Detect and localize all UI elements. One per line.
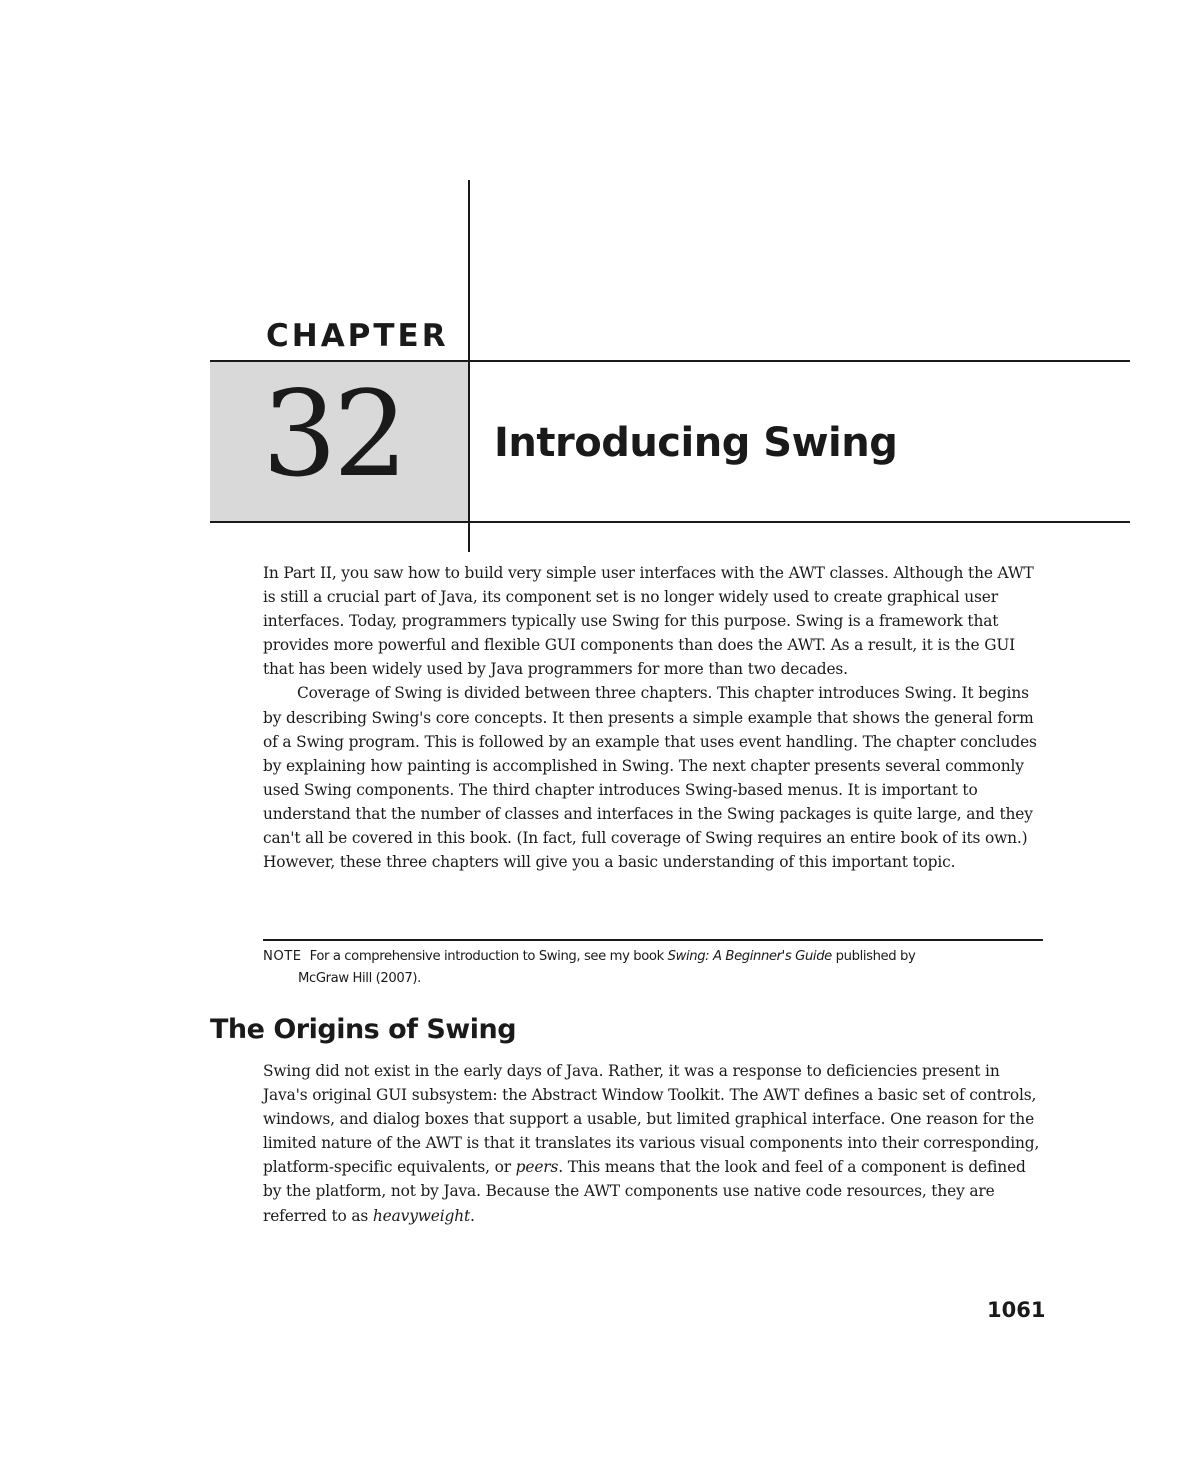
header-bottom-rule (210, 521, 1130, 523)
origins-term-peers: peers (515, 1158, 559, 1177)
origins-text (263, 1059, 1045, 1228)
note-label: NOTE (263, 949, 302, 964)
note-book-title: Swing: A Beginner's Guide (667, 949, 832, 964)
origins-paragraph (263, 1059, 1045, 1228)
note-box (263, 939, 1043, 990)
page-number: 1061 (987, 1298, 1046, 1322)
intro-paragraph-2: Coverage of Swing is divided between three chapters. This chapter introduces Swing. It begins by describing Swing's core concepts. It then presents a simple example that shows the general form of a Swing program. This is followed by an example that uses event handling. The chapter concludes by explaining how painting is accomplished in Swing. The next chapter presents several commonly used Swing components. The third chapter introduces Swing-based menus. It is important to understand that the number of classes and interfaces in the Swing packages is quite large, and they can't all be covered in this book. (In fact, full coverage of Swing requires an entire book of its own.) However, these three chapters will give you a basic understanding of this important topic. (263, 684, 1037, 872)
intro-text (263, 561, 1045, 874)
chapter-title: Introducing Swing (494, 420, 898, 466)
section-heading-origins: The Origins of Swing (210, 1014, 517, 1045)
origins-text-3: . (470, 1206, 475, 1225)
intro-paragraph-1: In Part II, you saw how to build very simple user interfaces with the AWT classes. Although the AWT is still a crucial part of Java, its component set is no longer widely used to create graphical user interfaces. Today, programmers typically use Swing for this purpose. Swing is a framework that provides more powerful and flexible GUI components than does the AWT. As a result, it is the GUI that has been widely used by Java programmers for more than two decades. (263, 564, 1034, 679)
note-text-before: For a comprehensive introduction to Swing, see my book (309, 949, 668, 964)
chapter-label: CHAPTER (266, 318, 449, 354)
header-vertical-rule (468, 180, 470, 552)
chapter-number: 32 (262, 365, 405, 503)
origins-text-1: Swing did not exist in the early days of Java. Rather, it was a response to deficiencies present in Java's original GUI subsystem: the Abstract Window Toolkit. The AWT defines a basic set of controls, windows, and dialog boxes that support a usable, but limited graphical interface. One reason for the limited nature of the AWT is that it translates its various visual components into their corresponding, platform-specific equivalents, or (263, 1062, 1040, 1177)
note-line-2: McGraw Hill (2007). (298, 971, 421, 986)
origins-text-2: . This means that the look and feel of a component is defined by the platform, not by Java. Because the AWT components use native code resources, they are referred to as (263, 1158, 1026, 1225)
origins-term-heavyweight: heavyweight (372, 1206, 470, 1225)
note-text-after: published by (831, 949, 916, 964)
